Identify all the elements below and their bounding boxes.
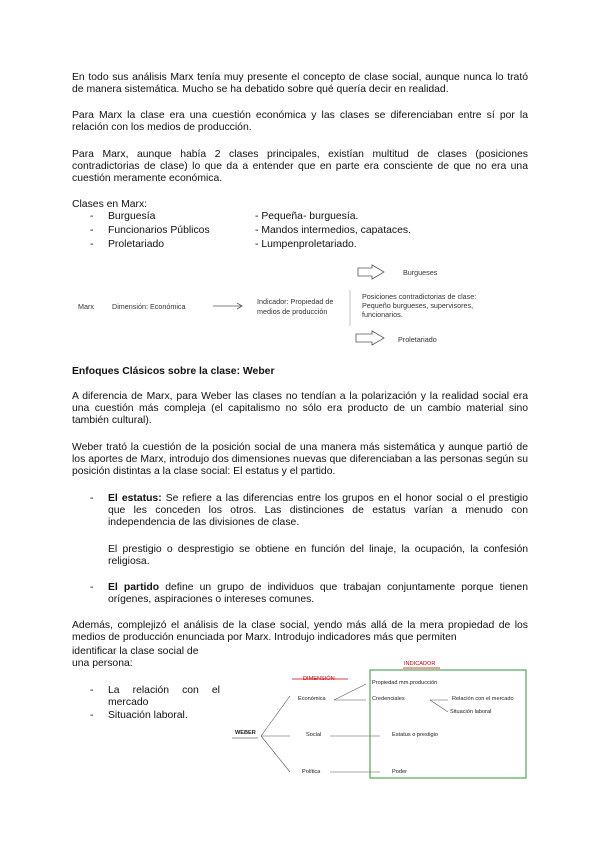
weber-relacion: Relación con el mercado xyxy=(452,696,514,702)
list-item: - Lumpenproletariado. xyxy=(255,239,357,250)
paragraph-marx-1: En todo sus análisis Marx tenía muy presente el concepto de clase social, aunque nunca lo trató de manera sistemática. Mucho se ha debatido sobre qué quería decir en realidad. xyxy=(72,72,528,96)
marx-indicador-2: medios de producción xyxy=(257,307,328,316)
list-item: - Mandos intermedios, capataces. xyxy=(255,225,411,236)
marx-posiciones: Posiciones contradictorias de clase: xyxy=(362,292,477,301)
list-item: La relación con el mercado xyxy=(108,685,220,709)
paragraph-weber-2: Weber trató la cuestión de la posición social de una manera más sistemática y aunque partió de los aportes de Marx, introdujo dos dimensiones nuevas que diferenciaban a las personas según su posición distintas a la clase social: El estatus y el partido. xyxy=(72,442,528,478)
estatus-text: Se refiere a las diferencias entre los grupos en el honor social o el prestigio que les conceden los otros. Las distinciones de estatus varían a menudo con independencia de las divisiones de clase. xyxy=(108,493,529,529)
list-item: Situación laboral. xyxy=(108,710,188,721)
weber-politica: Política xyxy=(302,769,321,775)
weber-situacion: Situación laboral xyxy=(450,709,492,715)
weber-dimension: DIMENSIÓN xyxy=(303,676,335,682)
paragraph-weber-1: A diferencia de Marx, para Weber las clases no tendían a la polarización y la realidad social era una cuestión más compleja (el capitalismo no sólo era producto de un cambio material sino también cultural). xyxy=(72,391,528,427)
estatus-label: El estatus: xyxy=(108,493,162,504)
marx-dimension: Dimensión: Económica xyxy=(112,302,186,311)
marx-posiciones-3: funcionarios. xyxy=(362,310,403,319)
partido-text: define un grupo de individuos que trabajan conjuntamente porque tienen orígenes, aspiraciones o intereses comunes. xyxy=(108,582,528,606)
list-item: Burguesía xyxy=(108,211,156,222)
weber-propiedad: Propiedad mm.producción xyxy=(372,680,438,686)
marx-burgueses: Burgueses xyxy=(403,268,438,277)
list-item: - Pequeña- burguesía. xyxy=(255,211,359,222)
marx-posiciones-2: Pequeño burgueses, supervisores, xyxy=(362,301,474,310)
partido-label: El partido xyxy=(108,582,160,593)
prestigio-text: El prestigio o desprestigio se obtiene en función del linaje, la ocupación, la confesión religiosa. xyxy=(108,544,528,568)
list-item: Funcionarios Públicos xyxy=(108,225,210,236)
weber-estatus: Estatus o prestigio xyxy=(392,732,439,738)
marx-proletariado: Proletariado xyxy=(398,335,437,344)
paragraph-marx-2: Para Marx la clase era una cuestión económica y las clases se diferenciaban entre sí por la relación con los medios de producción. xyxy=(72,110,528,134)
weber-label: WEBER xyxy=(235,730,256,736)
marx-indicador: Indicador: Propiedad de xyxy=(257,297,334,306)
weber-social: Social xyxy=(306,732,322,738)
list-item: Proletariado xyxy=(108,239,165,250)
weber-credenciales: Credenciales xyxy=(372,696,405,702)
weber-poder: Poder xyxy=(392,769,407,775)
clases-title: Clases en Marx: xyxy=(72,199,148,210)
weber-heading: Enfoques Clásicos sobre la clase: Weber xyxy=(72,366,275,377)
paragraph-marx-3: Para Marx, aunque había 2 clases principales, existían multitud de clases (posiciones contradictorias de clase) lo que da a entender que en parte era consciente de que no era una cuestión meramente económica. xyxy=(72,149,528,185)
weber-indicador: INDICADOR xyxy=(404,661,436,667)
paragraph-weber-3-line2: identificar la clase social de xyxy=(72,646,199,657)
weber-economica: Económica xyxy=(298,696,326,702)
paragraph-weber-3: Además, complejizó el análisis de la clase social, yendo más allá de la mera propiedad de los medios de producción enunciada por Marx. Introdujo indicadores más que permiten xyxy=(72,620,528,644)
marx-label: Marx xyxy=(78,302,94,311)
paragraph-weber-3-line3: una persona: xyxy=(72,658,133,669)
